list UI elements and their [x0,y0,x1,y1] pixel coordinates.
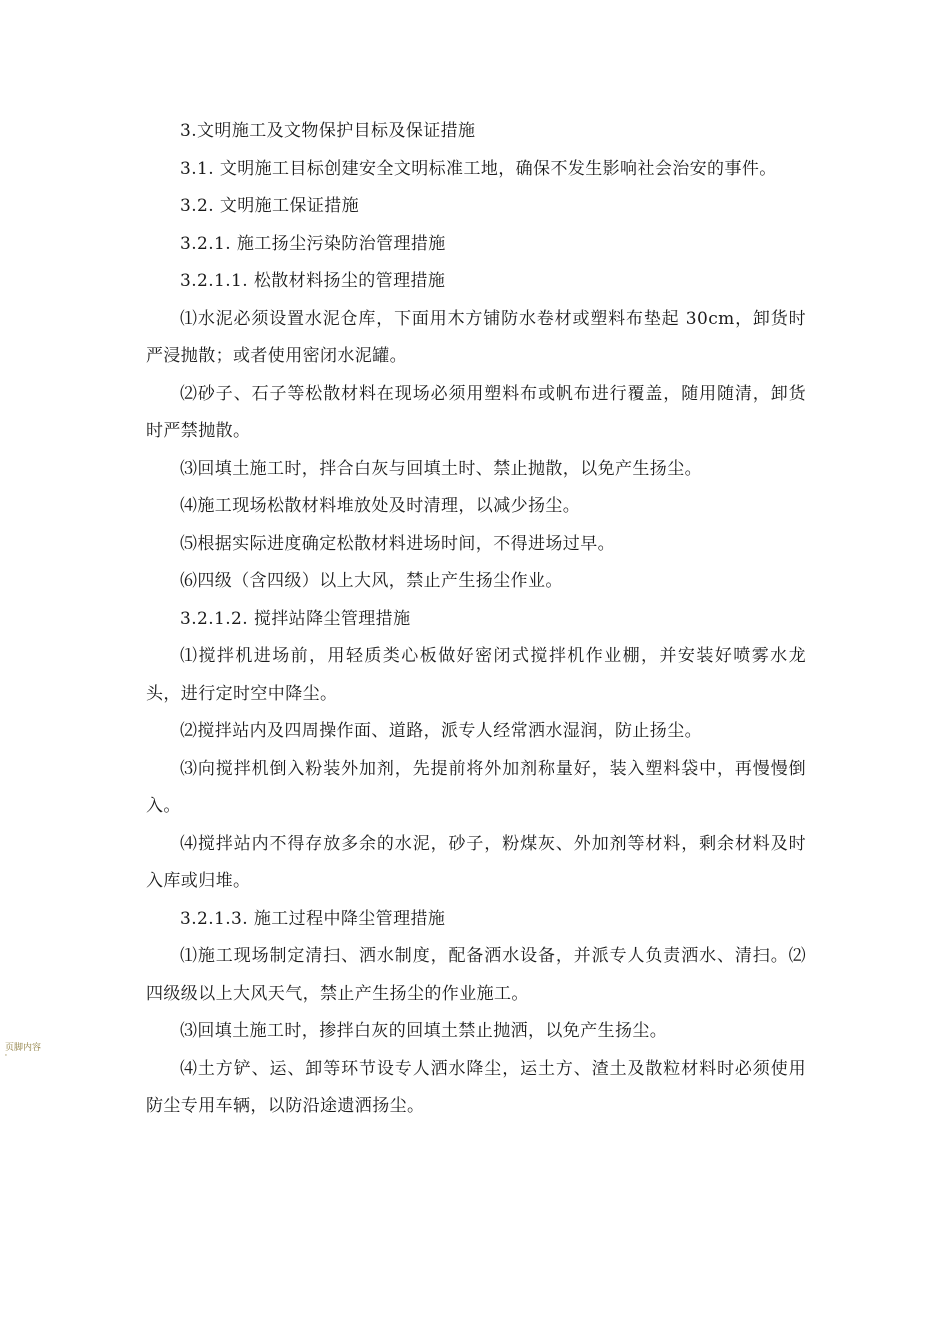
page-footer: 页脚内容 [5,1043,42,1053]
list-item: ⑹四级（含四级）以上大风，禁止产生扬尘作业。 [180,571,563,591]
section-heading: 3.文明施工及文物保护目标及保证措施 [180,121,476,141]
list-item: ⑴水泥必须设置水泥仓库，下面用木方铺防水卷材或塑料布垫起 30cm，卸货时严浸抛散；或者使用密闭水泥罐。 [146,308,806,366]
list-item: ⑴搅拌机进场前，用轻质类心板做好密闭式搅拌机作业棚，并安装好喷雾水龙头，进行定时空中降尘。 [146,646,806,704]
section-heading: 3.2.1. 施工扬尘污染防治管理措施 [180,233,446,254]
list-item: ⑷施工现场松散材料堆放处及时清理，以减少扬尘。 [180,496,581,516]
section-heading: 3.2.1.3. 施工过程中降尘管理措施 [180,908,446,929]
document-body [146,113,806,1126]
list-item: ⑷搅拌站内不得存放多余的水泥，砂子，粉煤灰、外加剂等材料，剩余材料及时入库或归堆。 [146,833,806,891]
list-item: ⑶回填土施工时，拌合白灰与回填土时、禁止抛散，以免产生扬尘。 [180,458,702,479]
list-item: ⑸根据实际进度确定松散材料进场时间，不得进场过早。 [180,533,615,554]
list-item: ⑴施工现场制定清扫、洒水制度，配备洒水设备，并派专人负责洒水、清扫。⑵四级级以上大风天气，禁止产生扬尘的作业施工。 [146,946,806,1004]
list-item: ⑶向搅拌机倒入粉装外加剂，先提前将外加剂称量好，装入塑料袋中，再慢慢倒入。 [146,758,806,816]
section-heading: 3.2.1.1. 松散材料扬尘的管理措施 [180,271,446,291]
list-item: ⑶回填土施工时，掺拌白灰的回填土禁止抛洒，以免产生扬尘。 [180,1021,668,1041]
list-item: ⑵砂子、石子等松散材料在现场必须用塑料布或帆布进行覆盖，随用随清，卸货时严禁抛散。 [146,383,806,441]
section-heading: 3.2.1.2. 搅拌站降尘管理措施 [180,608,411,629]
paragraph: 3.1. 文明施工目标创建安全文明标准工地，确保不发生影响社会治安的事件。 [180,158,777,179]
footer-mark: ' [5,1053,7,1061]
section-heading: 3.2. 文明施工保证措施 [180,196,360,216]
list-item: ⑵搅拌站内及四周操作面、道路，派专人经常洒水湿润，防止扬尘。 [180,721,702,741]
list-item: ⑷土方铲、运、卸等环节设专人洒水降尘，运土方、渣土及散粒材料时必须使用防尘专用车辆，以防沿途遗洒扬尘。 [146,1058,806,1116]
